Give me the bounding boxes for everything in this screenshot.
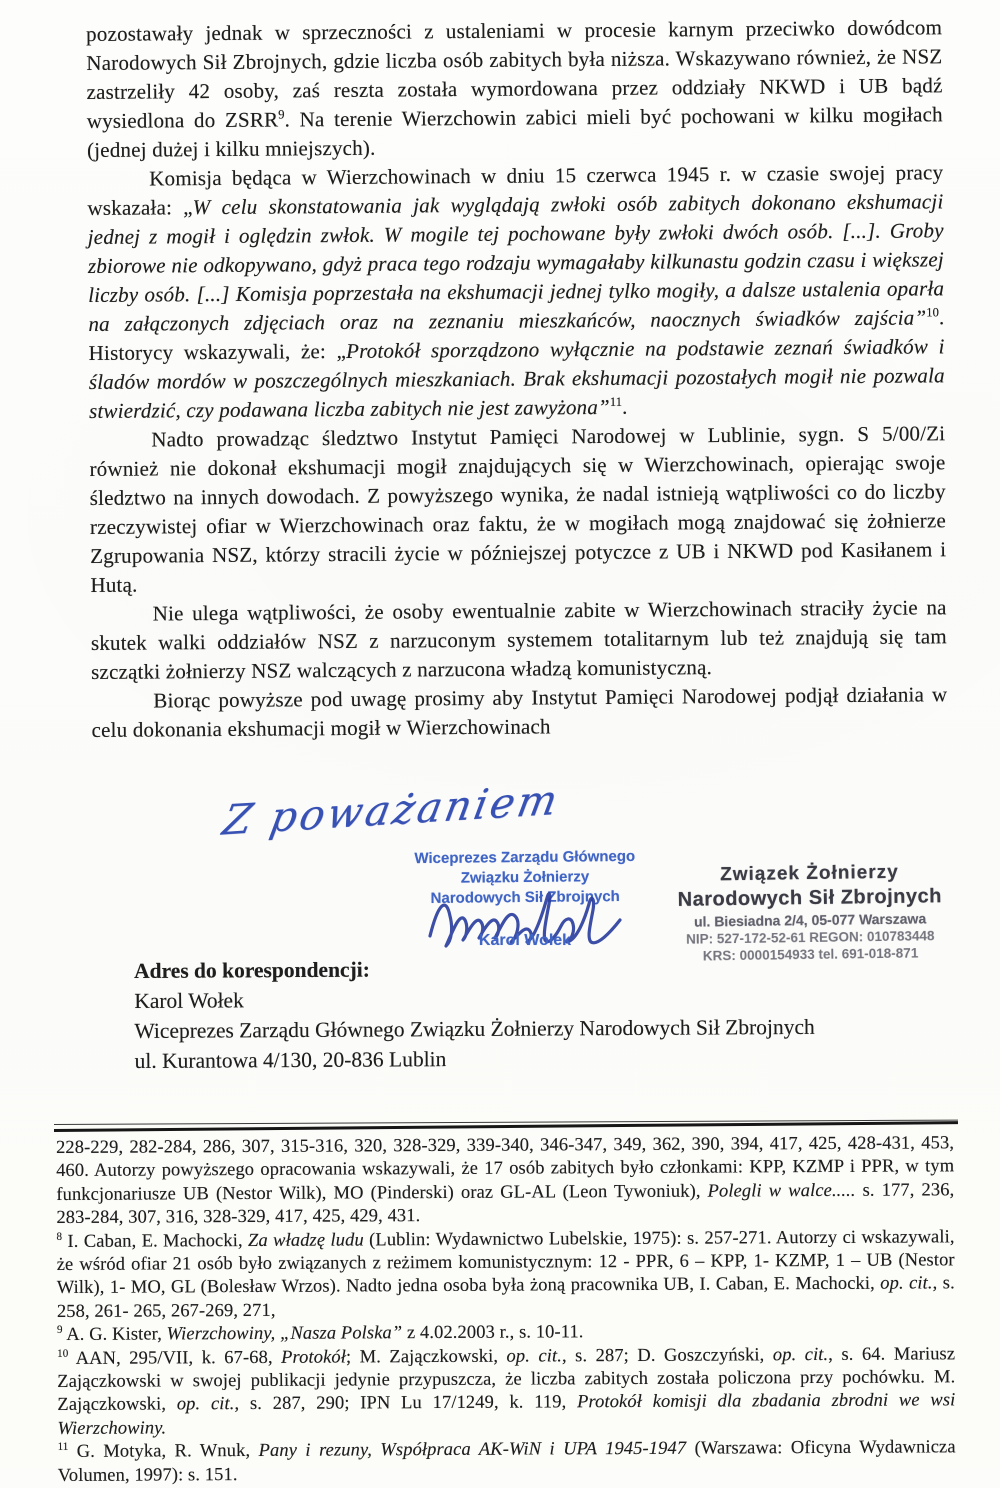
correspondence-address: [134, 951, 895, 1076]
footnote-marker: 10: [926, 305, 939, 320]
text-segment: , s. 287, 290; IPN Lu 17/1249, k. 119,: [234, 1392, 578, 1415]
text-segment: z 4.02.2003 r., s. 10-11.: [402, 1322, 584, 1344]
stamp-left-line: Wiceprezes Zarządu Głównego: [414, 847, 636, 868]
signer-name: Karol Wołek: [478, 932, 572, 949]
text-segment: Protokół sporządzono wyłącznie na podstawie zeznań świadków i śladów mordów w poszczególnych mieszkaniach. Brak ekshumacji pozostałych mogił nie pozwala stwierdzić, czy podawana liczba zabitych nie jest zawyżona”: [88, 334, 945, 423]
address-line: Karol Wołek: [134, 988, 244, 1013]
closing-handwriting: Z poważaniem: [218, 775, 565, 845]
footnote: [57, 1343, 955, 1441]
address-lines: [134, 981, 895, 1076]
text-segment: G. Motyka, R. Wnuk,: [68, 1441, 259, 1463]
footnote-marker: 10: [57, 1347, 69, 1360]
text-segment: s. 177, 236, 283-284, 307, 316, 328-329, 417, 425, 429, 431.: [56, 1180, 955, 1229]
stamp-right-line: ul. Biesiadna 2/4, 05-077 Warszawa: [693, 910, 927, 930]
text-segment: Komisja poprzestała na ekshumacji jednej tylko mogiły, a dalsze ustalenia oparła na załączonych zdjęciach oraz na zeznaniu mieszkańców, naocznych świadków zajścia”: [88, 276, 945, 336]
text-segment: Protokół komisji dla zbadania zbrodni we wsi Wierzchowiny.: [57, 1390, 956, 1439]
text-segment: Za władzę ludu: [247, 1230, 364, 1251]
text-segment: pozostawały jednak w sprzeczności z ustaleniami w procesie karnym przeciwko dowódcom Narodowych Sił Zbrojnych, gdzie liczba osób zabitych była niższa. Wskazywano również, że NSZ zastrzeliły 42 osoby, zaś reszta została wymordowana przez oddziały NKWD i UB bądź wysiedlona do ZSRR: [86, 15, 943, 133]
address-line: Wiceprezes Zarządu Głównego Związku Żołnierzy Narodowych Sił Zbrojnych: [134, 1014, 815, 1043]
text-segment: , s. 64. Mariusz Zajączkowski w swojej publikacji jedynie przypuszcza, że liczba zabitych została policzona przy pochówku. M. Zajączkowski,: [57, 1343, 956, 1416]
text-segment: A. G. Kister,: [62, 1324, 167, 1346]
text-segment: op. cit.: [506, 1346, 562, 1367]
stamp-left-line: Narodowych Sił Zbrojnych: [430, 888, 620, 907]
address-line: ul. Kurantowa 4/130, 20-836 Lublin: [134, 1047, 447, 1073]
stamp-right-line: KRS: 0000154933 tel. 691-018-871: [702, 945, 919, 964]
text-segment: Biorąc powyższe pod uwagę prosimy aby Instytut Pamięci Narodowej podjął działania w celu dokonania ekshumacji mogił w Wierzchowinach: [91, 682, 948, 742]
text-segment: Wierzchowiny, „Nasza Polska”: [166, 1323, 403, 1345]
text-segment: ; M. Zajączkowski,: [345, 1346, 507, 1368]
text-segment: .: [621, 394, 628, 419]
text-segment: Polegli w walce.....: [707, 1180, 856, 1202]
body-paragraph: [86, 13, 943, 165]
text-segment: 228-229, 282-284, 286, 307, 315-316, 320, 328-329, 339-340, 346-347, 349, 362, 390, 394, 417, 425, 428-431, 453, 460. Autorzy powyższego opracowania wskazywali, że 17 osób zabitych było członkami: KPP, KZMP i PPR, w tym funkcjonariusze UB (Nestor Wilk), MO (Pinderski) oraz GL-AL (Leon Tywoniuk),: [56, 1133, 955, 1205]
footnote-marker: 8: [56, 1230, 63, 1243]
text-segment: W celu skonstatowania jak wyglądają zwłoki osób zabitych dokonano ekshumacji jednej z mogił i oględzin zwłok. W mogile tej pochowane były zwłoki dwóch osób. [...]. Groby zbiorowe nie odkopywano, gdyż praca tego rodzaju wymagałaby kilkunastu godzin czasu i większej liczby osób. [...]: [87, 189, 944, 307]
text-segment: , s. 258, 261- 265, 267-269, 271,: [56, 1273, 955, 1322]
text-segment: . Na terenie Wierzchowin zabici mieli być pochowani w kilku mogiłach (jednej dużej i kilku mniejszych).: [86, 102, 943, 162]
stamp-left-line: Związku Żołnierzy: [460, 868, 590, 887]
text-segment: AAN, 295/VII, k. 67-68,: [68, 1347, 282, 1369]
text-segment: op. cit.: [176, 1394, 235, 1415]
footnotes: [56, 1132, 956, 1488]
stamp-right-line: Związek Żołnierzy: [720, 861, 899, 886]
body-paragraph: [87, 158, 945, 426]
address-heading: Adres do korespondencji:: [134, 957, 370, 983]
text-segment: I. Caban, E. Machocki,: [62, 1230, 249, 1252]
text-segment: Protokół: [281, 1347, 347, 1368]
footnote-marker: 11: [609, 394, 623, 409]
text-segment: , s. 287; D. Goszczyński,: [561, 1344, 773, 1367]
stamp-right: [641, 860, 978, 966]
text-segment: Pany i rezuny, Współpraca AK-WiN i UPA 1945-1947: [258, 1438, 687, 1462]
footnote-marker: 9: [56, 1324, 63, 1337]
footnote-marker: 11: [57, 1441, 69, 1454]
text-segment: (Warszawa: Oficyna Wydawnicza Volumen, 1997): s. 151.: [57, 1437, 956, 1486]
text-segment: Nadto prowadząc śledztwo Instytut Pamięci Narodowej w Lublinie, sygn. S 5/00/Zi również nie dokonał ekshumacji mogił znajdujących się w Wierzchowinach, opierając swoje śledztwo na innych dowodach. Z powyższego wynika, że nadal istnieją wątpliwości co do liczby rzeczywistej ofiar w Wierzchowinach oraz faktu, że w mogiłach mogą znajdować się żołnierze Zgrupowania NSZ, którzy stracili życie w późniejszej potyczce z UB i NKWD pod Kasiłanem i Hutą.: [89, 421, 947, 597]
footnote: [58, 1437, 956, 1488]
body-paragraph: [91, 680, 947, 745]
body-text: [86, 13, 948, 745]
text-segment: (Lublin: Wydawnictwo Lubelskie, 1975): s. 257-271. Autorzy ci wskazywali, że wśród ofiar 21 osób było związanych z reżimem komunistycznym: 12 - PPR, 6 – KPP, 1- KZMP, 1 – UB (Nestor Wilk), 1- MO, GL (Bolesław Wrzos). Nadto jedna osoba była żoną pracownika UB, I. Caban, E. Machocki,: [56, 1226, 955, 1299]
text-segment: op. cit.: [880, 1273, 933, 1295]
text-segment: . Historycy wskazywali, że: „: [88, 305, 945, 365]
footnote: [56, 1226, 954, 1324]
body-paragraph: [91, 593, 948, 687]
footnote-marker: 9: [278, 107, 285, 122]
text-segment: Nie ulega wątpliwości, że osoby ewentualnie zabite w Wierzchowinach straciły życie na skutek walki oddziałów NSZ z narzuconym systemem totalitarnym lub też znajdują się tam szczątki żołnierzy NSZ walczących z narzucona władzą komunistyczną.: [90, 595, 947, 684]
text-segment: Komisja będąca w Wierzchowinach w dniu 15 czerwca 1945 r. w czasie swojej pracy wskazała: „: [87, 160, 944, 220]
footnote: [56, 1132, 954, 1230]
stamp-right-line: NIP: 527-172-52-61 REGON: 010783448: [686, 928, 935, 947]
body-paragraph: [89, 419, 946, 600]
text-segment: op. cit.: [772, 1344, 829, 1365]
stamp-right-line: Narodowych Sił Zbrojnych: [677, 885, 943, 911]
